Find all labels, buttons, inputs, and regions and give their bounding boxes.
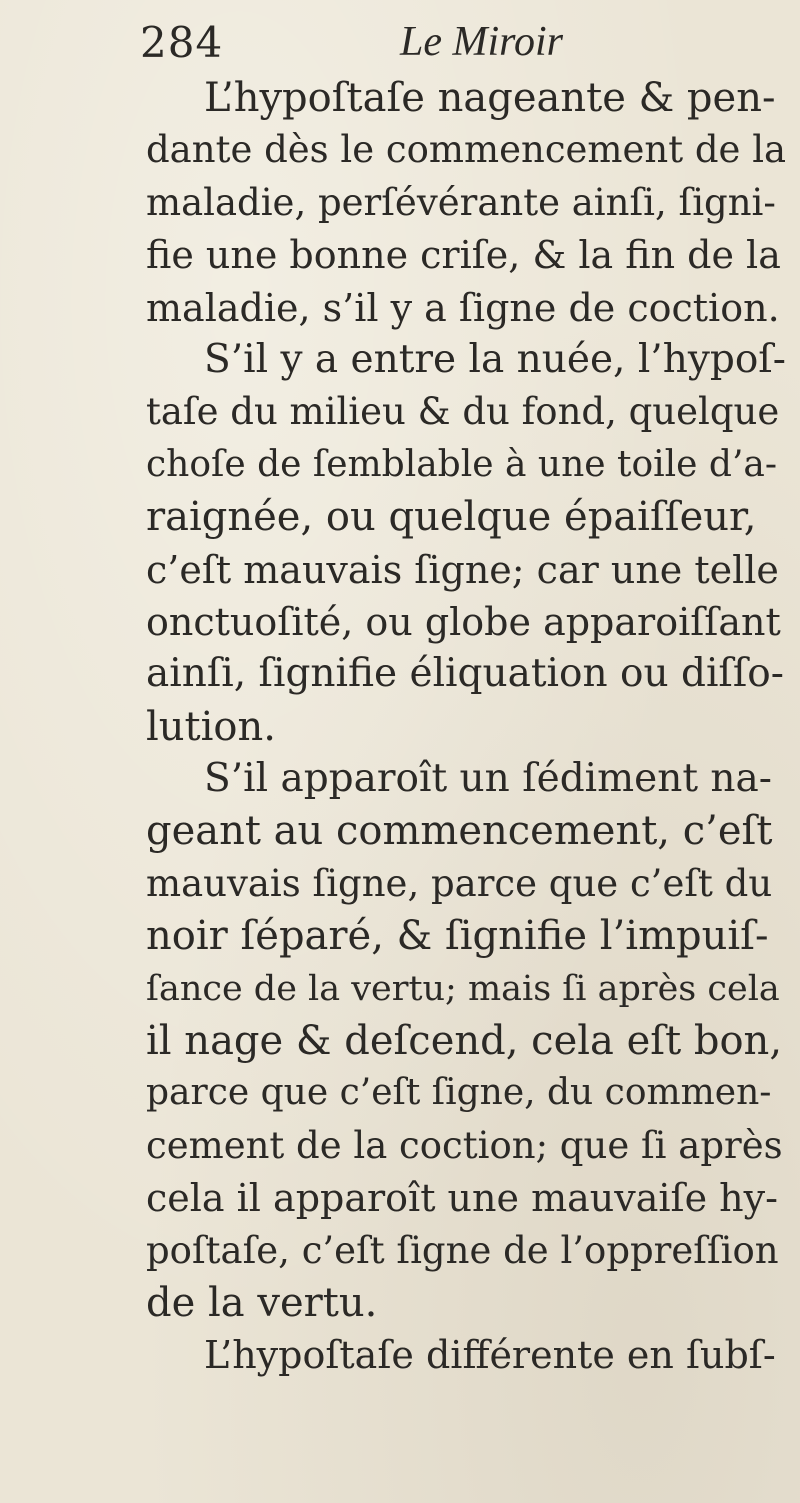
text-line: cela il apparoît une mauvaiſe hy- bbox=[146, 1176, 778, 1221]
text-line: L’hypoſtaſe différente en ſubſ- bbox=[204, 1333, 776, 1378]
page-header bbox=[0, 18, 800, 78]
text-line: raignée, ou quelque épaiſſeur, bbox=[146, 494, 757, 541]
text-line: geant au commencement, c’eſt bbox=[146, 808, 773, 855]
text-line: cement de la coction; que ſi après bbox=[146, 1123, 783, 1167]
text-line: lution. bbox=[146, 703, 276, 750]
text-line: de la vertu. bbox=[146, 1279, 378, 1326]
text-line: ainſi, ſignifie éliquation ou diſſo- bbox=[146, 651, 784, 697]
text-line: S’il y a entre la nuée, l’hypoſ- bbox=[204, 336, 786, 382]
text-line: poſtaſe, c’eſt ſigne de l’oppreſſion bbox=[146, 1228, 779, 1272]
text-line: fie une bonne criſe, & la fin de la bbox=[146, 233, 781, 278]
text-line: dante dès le commencement de la bbox=[146, 128, 786, 172]
text-line: il nage & deſcend, cela eſt bon, bbox=[146, 1018, 783, 1065]
text-line: taſe du milieu & du fond, quelque bbox=[146, 390, 780, 434]
page-number: 284 bbox=[140, 18, 224, 67]
text-line: maladie, perſévérante ainſi, ſigni- bbox=[146, 180, 776, 224]
text-line: parce que c’eſt ſigne, du commen- bbox=[146, 1072, 772, 1114]
text-line: c’eſt mauvais ſigne; car une telle bbox=[146, 547, 779, 592]
text-line: L’hypoſtaſe nageante & pen- bbox=[204, 75, 776, 121]
text-line: ſance de la vertu; mais ſi après cela bbox=[146, 968, 780, 1009]
text-line: S’il apparoît un ſédiment na- bbox=[204, 756, 772, 802]
text-line: noir ſéparé, & ſignifie l’impuiſ- bbox=[146, 913, 769, 960]
text-line: maladie, s’il y a ſigne de coction. bbox=[146, 285, 780, 330]
text-line: choſe de ſemblable à une toile d’a- bbox=[146, 443, 778, 485]
text-line: onctuoſité, ou globe apparoiſſant bbox=[146, 599, 781, 644]
body-text bbox=[146, 72, 786, 1382]
text-line: mauvais ſigne, parce que c’eſt du bbox=[146, 861, 773, 905]
running-title: Le Miroir bbox=[400, 19, 563, 65]
